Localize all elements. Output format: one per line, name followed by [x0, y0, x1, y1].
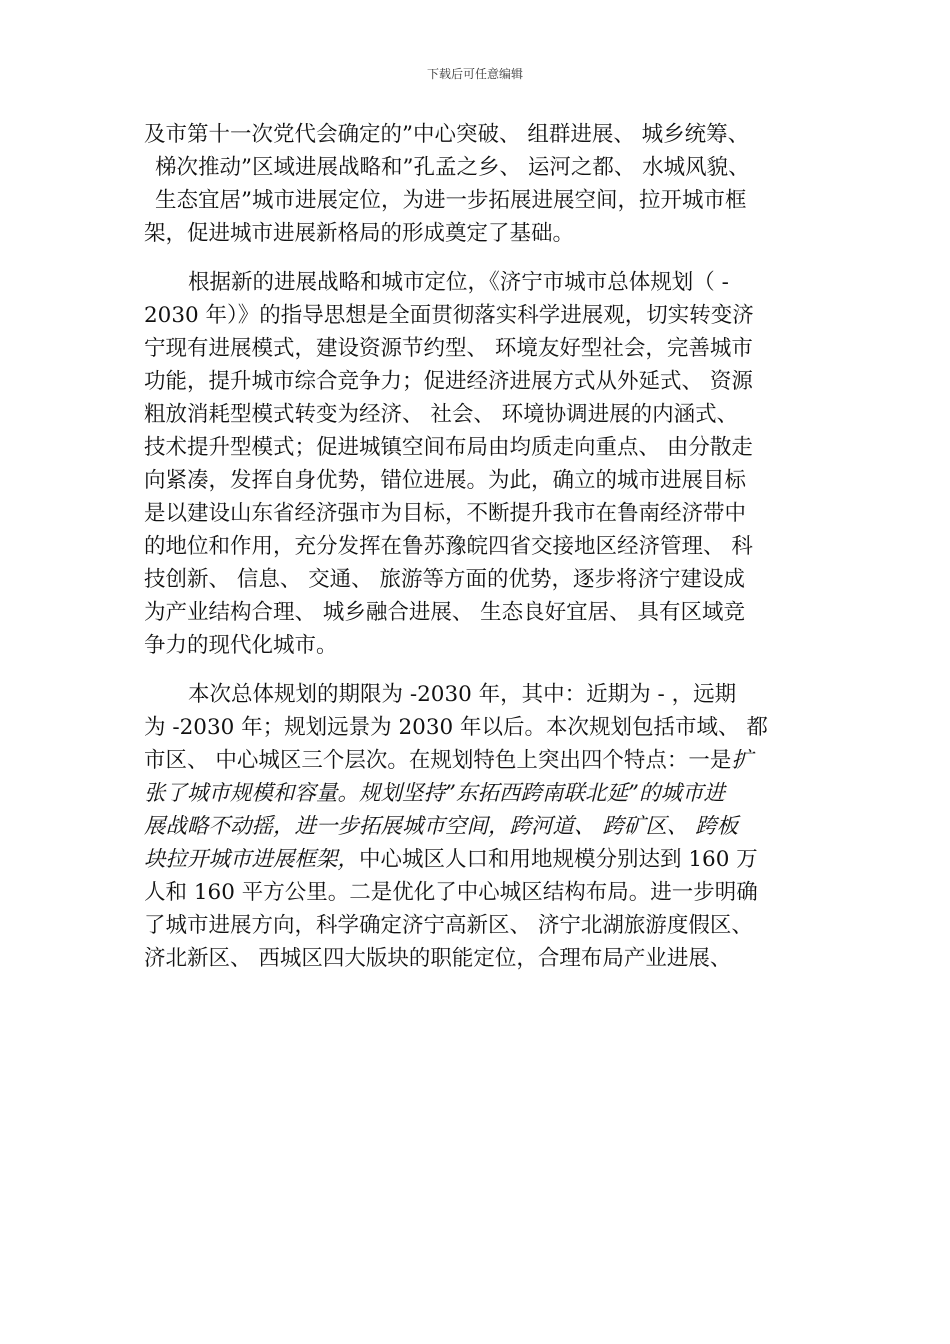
paragraph-line: 架，促进城市进展新格局的形成奠定了基础。	[144, 221, 575, 246]
paragraph-line: 梯次推动”区域进展战略和”孔孟之乡、 运河之都、 水城风貌、	[155, 155, 750, 180]
paragraph-2	[144, 266, 808, 662]
paragraph-line: 争力的现代化城市。	[144, 633, 338, 658]
paragraph-line: 本次总体规划的期限为 -2030 年，其中：近期为 - ，远期	[188, 682, 737, 707]
paragraph-gap	[144, 662, 808, 678]
italic-text: 扩	[731, 748, 753, 773]
paragraph-line: 的地位和作用，充分发挥在鲁苏豫皖四省交接地区经济管理、 科	[144, 534, 753, 559]
paragraph-line: 人和 160 平方公里。二是优化了中心城区结构布局。进一步明确	[144, 880, 758, 905]
paragraph-line: 2030 年）》的指导思想是全面贯彻落实科学进展观，切实转变济	[144, 303, 754, 328]
paragraph-line-italic: 张了城市规模和容量。规划坚持”东拓西跨南联北延”的城市进	[144, 781, 725, 806]
paragraph-line: 根据新的进展战略和城市定位，《济宁市城市总体规划（ -	[188, 270, 729, 295]
paragraph-line: 及市第十一次党代会确定的”中心突破、 组群进展、 城乡统筹、	[144, 122, 750, 147]
paragraph-line: 粗放消耗型模式转变为经济、 社会、 环境协调进展的内涵式、	[144, 402, 739, 427]
paragraph-line-italic: 展战略不动摇，进一步拓展城市空间，跨河道、 跨矿区、 跨板	[144, 814, 739, 839]
paragraph-line: 生态宜居”城市进展定位，为进一步拓展进展空间，拉开城市框	[155, 188, 747, 213]
plain-text: 市区、 中心城区三个层次。在规划特色上突出四个特点：一是	[144, 748, 732, 773]
paragraph-1	[144, 118, 808, 250]
paragraph-line: 技术提升型模式；促进城镇空间布局由均质走向重点、 由分散走	[144, 435, 753, 460]
paragraph-line: 技创新、 信息、 交通、 旅游等方面的优势，逐步将济宁建设成	[144, 567, 746, 592]
paragraph-gap	[144, 250, 808, 266]
paragraph-line: 功能，提升城市综合竞争力；促进经济进展方式从外延式、 资源	[144, 369, 753, 394]
paragraph-line: 为产业结构合理、 城乡融合进展、 生态良好宜居、 具有区域竞	[144, 600, 746, 625]
paragraph-line: 济北新区、 西城区四大版块的职能定位，合理布局产业进展、	[144, 946, 732, 971]
paragraph-line: 为 -2030 年；规划远景为 2030 年以后。本次规划包括市域、 都	[144, 715, 768, 740]
paragraph-3	[144, 678, 808, 975]
paragraph-line	[144, 744, 808, 777]
paragraph-line: 宁现有进展模式，建设资源节约型、 环境友好型社会，完善城市	[144, 336, 753, 361]
italic-text: 块拉开城市进展框架，	[144, 847, 360, 872]
paragraph-line: 是以建设山东省经济强市为目标，不断提升我市在鲁南经济带中	[144, 501, 747, 526]
paragraph-line: 了城市进展方向，科学确定济宁高新区、 济宁北湖旅游度假区、	[144, 913, 753, 938]
paragraph-line	[144, 843, 808, 876]
paragraph-line: 向紧凑，发挥自身优势，错位进展。为此，确立的城市进展目标	[144, 468, 747, 493]
plain-text: 中心城区人口和用地规模分别达到 160 万	[359, 847, 758, 872]
header-note: 下载后可任意编辑	[426, 67, 523, 81]
document-body	[144, 118, 808, 975]
